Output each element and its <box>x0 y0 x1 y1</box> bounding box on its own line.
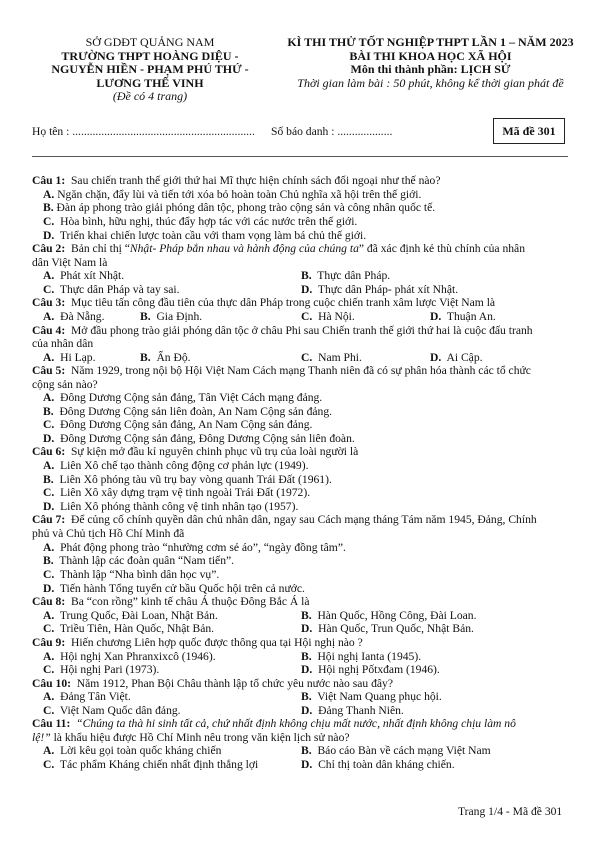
question-number: Câu 1: <box>32 174 66 187</box>
option-a: A. Liên Xô chế tạo thành công động cơ phản lực (1949). <box>43 459 309 472</box>
option-a: A. Phát động phong trào “nhường cơm sẻ áo”, “ngày đồng tâm”. <box>43 541 346 554</box>
exam-code-box: Mã đề 301 <box>493 118 565 144</box>
option-c: C. Hà Nội. <box>301 310 355 323</box>
department-name: SỞ GDĐT QUẢNG NAM <box>85 35 215 49</box>
option-b: B. Đàn áp phong trào giải phóng dân tộc, phong trào cộng sản và công nhân quốc tế. <box>43 201 436 214</box>
question-text-cont: của nhân dân <box>32 337 94 350</box>
exam-subject-group: BÀI THI KHOA HỌC XÃ HỘI <box>349 48 512 63</box>
exam-subject: Môn thi thành phần: LỊCH SỬ <box>350 62 511 77</box>
option-b: B. Thực dân Pháp. <box>301 269 391 282</box>
option-d: D. Đông Dương Cộng sản đảng, Đông Dương Cộng sản liên đoàn. <box>43 432 355 445</box>
option-a: A. Đảng Tân Việt. <box>43 690 131 703</box>
option-b: B. Báo cáo Bàn về cách mạng Việt Nam <box>301 744 491 757</box>
option-c: C. Tác phẩm Kháng chiến nhất định thắng lợi <box>43 758 259 771</box>
option-b: B. Hội nghị Ianta (1945). <box>301 650 422 663</box>
option-d: D. Chỉ thị toàn dân kháng chiến. <box>301 758 455 771</box>
option-b: B. Gia Định. <box>140 310 203 323</box>
school-name-line-2: NGUYỄN HIỀN - PHẠM PHÚ THỨ - <box>51 62 249 77</box>
exam-page: SỞ GDĐT QUẢNG NAM TRƯỜNG THPT HOÀNG DIỆU - NGUYỄN HIỀN - PHẠM PHÚ THỨ - LƯƠNG THẾ VINH (Đề có 4 trang) KÌ THI THỬ TỐT NGHIỆP THPT LẦN 1 – NĂM 2023 BÀI THI KHOA HỌC XÃ HỘI Môn thi thành phần: LỊCH SỬ Thời gian làm bài : 50 phút, không kể thời gian phát đề Họ tên : ............................................................... Số báo danh : ................... Mã đề 301 Câu 1: Sau chiến tranh thế giới thứ hai Mĩ thực hiện chính sách đối ngoại như thế nào? A. Ngăn chặn, đẩy lùi và tiến tới xóa bỏ hoàn toàn Chủ nghĩa xã hội trên thế giới. B. Đàn áp phong trào giải phóng dân tộc, phong trào cộng sản và công nhân quốc tế. C. Hòa bình, hữu nghị, thúc đẩy hợp tác với các nước trên thế giới. D. Triển khai chiến lược toàn cầu với tham vọng làm bá chủ thế giới. Câu 2: Bản chỉ thị “Nhật- Pháp bắn nhau và hành động của chúng ta” đã xác định kẻ thù chính của nhân dân Việt Nam là A. Phát xít Nhật. B. Thực dân Pháp. C. Thực dân Pháp và tay sai. D. Thực dân Pháp- phát xít Nhật. Câu 3: Mục tiêu tấn công đầu tiên của thực dân Pháp trong cuộc chiến tranh xâm lược Việt Nam là A. Đà Nẵng. B. Gia Định. C. Hà Nội. D. Thuận An. Câu 4: Mở đầu phong trào giải phóng dân tộc ở châu Phi sau Chiến tranh thế giới thứ hai là cuộc đấu tranh của nhân dân A. Hi Lạp. B. Ấn Độ. C. Nam Phi. D. Ai Cập. Câu 5: Năm 1929, trong nội bộ Hội Việt Nam Cách mạng Thanh niên đã có sự phân hóa thành các tổ chức cộng sản nào? A. Đông Dương Cộng sản đảng, Tân Việt Cách mạng đảng. B. Đông Dương Cộng sản liên đoàn, An Nam Cộng sản đảng. C. Đông Dương Cộng sản đảng, An Nam Cộng sản đảng. D. Đông Dương Cộng sản đảng, Đông Dương Cộng sản liên đoàn. Câu 6: Sự kiện mở đầu kỉ nguyên chinh phục vũ trụ của loài người là A. Liên Xô chế tạo thành công động cơ phản lực (1949). B. Liên Xô phóng tàu vũ trụ bay vòng quanh Trái Đất (1961). C. Liên Xô xây dựng trạm vệ tinh ngoài Trái Đất (1972). D. Liên Xô phóng thành công vệ tinh nhân tạo (1957). Câu 7: Để củng cố chính quyền dân chủ nhân dân, ngay sau Cách mạng tháng Tám năm 1945, Đảng, Chính phủ và Chủ tịch Hồ Chí Minh đã A. Phát động phong trào “nhường cơm sẻ áo”, “ngày đồng tâm”. B. Thành lập các đoàn quân “Nam tiến”. C. Thành lập “Nha bình dân học vụ”. D. Tiến hành Tổng tuyển cử bầu Quốc hội trên cả nước. Câu 8: Ba “con rồng” kinh tế châu Á thuộc Đông Bắc Á là A. Trung Quốc, Đài Loan, Nhật Bản. B. Hàn Quốc, Hồng Công, Đài Loan. C. Triều Tiên, Hàn Quốc, Nhật Bản. D. Hàn Quốc, Trun Quốc, Nhật Bản. Câu 9: Hiến chương Liên hợp quốc được thông qua tại Hội nghị nào ? A. Hội nghị Xan Phranxixcô (1946). B. Hội nghị Ianta (1945). C. Hội nghị Pari (1973). D. Hội nghị Pốtxđam (1946). Câu 10: Năm 1912, Phan Bội Châu thành lập tổ chức yêu nước nào sau đây? A. Đảng Tân Việt. B. Việt Nam Quang phục hội. C. Việt Nam Quốc dân đảng. D. Đảng Thanh Niên. Câu 11: “Chúng ta thà hi sinh tất cả, chứ nhất định không chịu mất nước, nhất định không chịu làm nô lệ!” là khẩu hiệu được Hồ Chí Minh nêu trong văn kiện lịch sử nào? A. Lời kêu gọi toàn quốc kháng chiến B. Báo cáo Bàn về cách mạng Việt Nam C. Tác phẩm Kháng chiến nhất định thắng lợi D. Chỉ thị toàn dân kháng chiến. Trang 1/4 - Mã đề 301 <box>0 0 601 859</box>
option-c: C. Thực dân Pháp và tay sai. <box>43 283 180 296</box>
option-a: A. Đà Nẵng. <box>43 310 105 323</box>
option-c: C. Nam Phi. <box>301 351 362 364</box>
option-c: C. Việt Nam Quốc dân đảng. <box>43 704 181 717</box>
option-b: B. Liên Xô phóng tàu vũ trụ bay vòng quanh Trái Đất (1961). <box>43 473 332 486</box>
school-name-line-1: TRƯỜNG THPT HOÀNG DIỆU - <box>61 48 239 63</box>
school-name-line-3: LƯƠNG THẾ VINH <box>96 75 204 90</box>
option-a: A. Ngăn chặn, đẩy lùi và tiến tới xóa bỏ hoàn toàn Chủ nghĩa xã hội trên thế giới. <box>43 188 422 201</box>
time-note: Thời gian làm bài : 50 phút, không kể thời gian phát đề <box>297 75 564 90</box>
question-number: Câu 8: <box>32 595 66 608</box>
option-c: C. Đông Dương Cộng sản đảng, An Nam Cộng sản đảng. <box>43 418 313 431</box>
exam-header <box>268 36 593 90</box>
option-b: B. Đông Dương Cộng sản liên đoàn, An Nam Cộng sản đảng. <box>43 405 333 418</box>
option-b: B. Thành lập các đoàn quân “Nam tiến”. <box>43 554 235 567</box>
candidate-name-field[interactable]: Họ tên : ............................................................... <box>32 125 255 138</box>
option-b: B. Việt Nam Quang phục hội. <box>301 690 442 703</box>
option-d: D. Tiến hành Tổng tuyển cử bầu Quốc hội trên cả nước. <box>43 582 305 595</box>
question-number: Câu 3: <box>32 296 66 309</box>
option-b: B. Ấn Độ. <box>140 351 191 364</box>
option-d: D. Liên Xô phóng thành công vệ tinh nhân tạo (1957). <box>43 500 299 513</box>
question-number: Câu 2: <box>32 242 66 255</box>
option-a: A. Hi Lạp. <box>43 351 96 364</box>
header-divider <box>32 156 568 157</box>
question-text-cont: dân Việt Nam là <box>32 256 108 269</box>
question-number: Câu 5: <box>32 364 66 377</box>
question-number: Câu 4: <box>32 324 66 337</box>
option-b: B. Hàn Quốc, Hồng Công, Đài Loan. <box>301 609 477 622</box>
option-c: C. Thành lập “Nha bình dân học vụ”. <box>43 568 220 581</box>
candidate-id-field[interactable]: Số báo danh : ................... <box>271 125 393 138</box>
option-a: A. Đông Dương Cộng sản đảng, Tân Việt Cách mạng đảng. <box>43 391 323 404</box>
question-number: Câu 9: <box>32 636 66 649</box>
option-c: C. Hội nghị Pari (1973). <box>43 663 160 676</box>
option-d: D. Triển khai chiến lược toàn cầu với tham vọng làm bá chủ thế giới. <box>43 229 367 242</box>
option-d: D. Ai Cập. <box>430 351 483 364</box>
option-c: C. Liên Xô xây dựng trạm vệ tinh ngoài Trái Đất (1972). <box>43 486 311 499</box>
question-text-cont: cộng sản nào? <box>32 378 98 391</box>
option-a: A. Trung Quốc, Đài Loan, Nhật Bản. <box>43 609 218 622</box>
option-a: A. Hội nghị Xan Phranxixcô (1946). <box>43 650 216 663</box>
page-footer: Trang 1/4 - Mã đề 301 <box>458 805 563 818</box>
question-number: Câu 10: <box>32 677 71 690</box>
question-number: Câu 7: <box>32 513 66 526</box>
school-header <box>40 36 260 104</box>
option-a: A. Phát xít Nhật. <box>43 269 125 282</box>
question-text-cont: phủ và Chủ tịch Hồ Chí Minh đã <box>32 527 185 540</box>
question-number: Câu 11: <box>32 717 71 730</box>
option-d: D. Hàn Quốc, Trun Quốc, Nhật Bản. <box>301 622 474 635</box>
option-c: C. Hòa bình, hữu nghị, thúc đẩy hợp tác với các nước trên thế giới. <box>43 215 358 228</box>
exam-title: KÌ THI THỬ TỐT NGHIỆP THPT LẦN 1 – NĂM 2023 <box>287 35 574 49</box>
question-text: Sau chiến tranh thế giới thứ hai Mĩ thực hiện chính sách đối ngoại như thế nào? <box>70 174 441 187</box>
option-c: C. Triều Tiên, Hàn Quốc, Nhật Bản. <box>43 622 215 635</box>
option-d: D. Đảng Thanh Niên. <box>301 704 404 717</box>
option-d: D. Hội nghị Pốtxđam (1946). <box>301 663 440 676</box>
question-number: Câu 6: <box>32 445 66 458</box>
pages-note: (Đề có 4 trang) <box>112 89 188 104</box>
option-a: A. Lời kêu gọi toàn quốc kháng chiến <box>43 744 222 757</box>
option-d: D. Thuận An. <box>430 310 496 323</box>
option-d: D. Thực dân Pháp- phát xít Nhật. <box>301 283 459 296</box>
